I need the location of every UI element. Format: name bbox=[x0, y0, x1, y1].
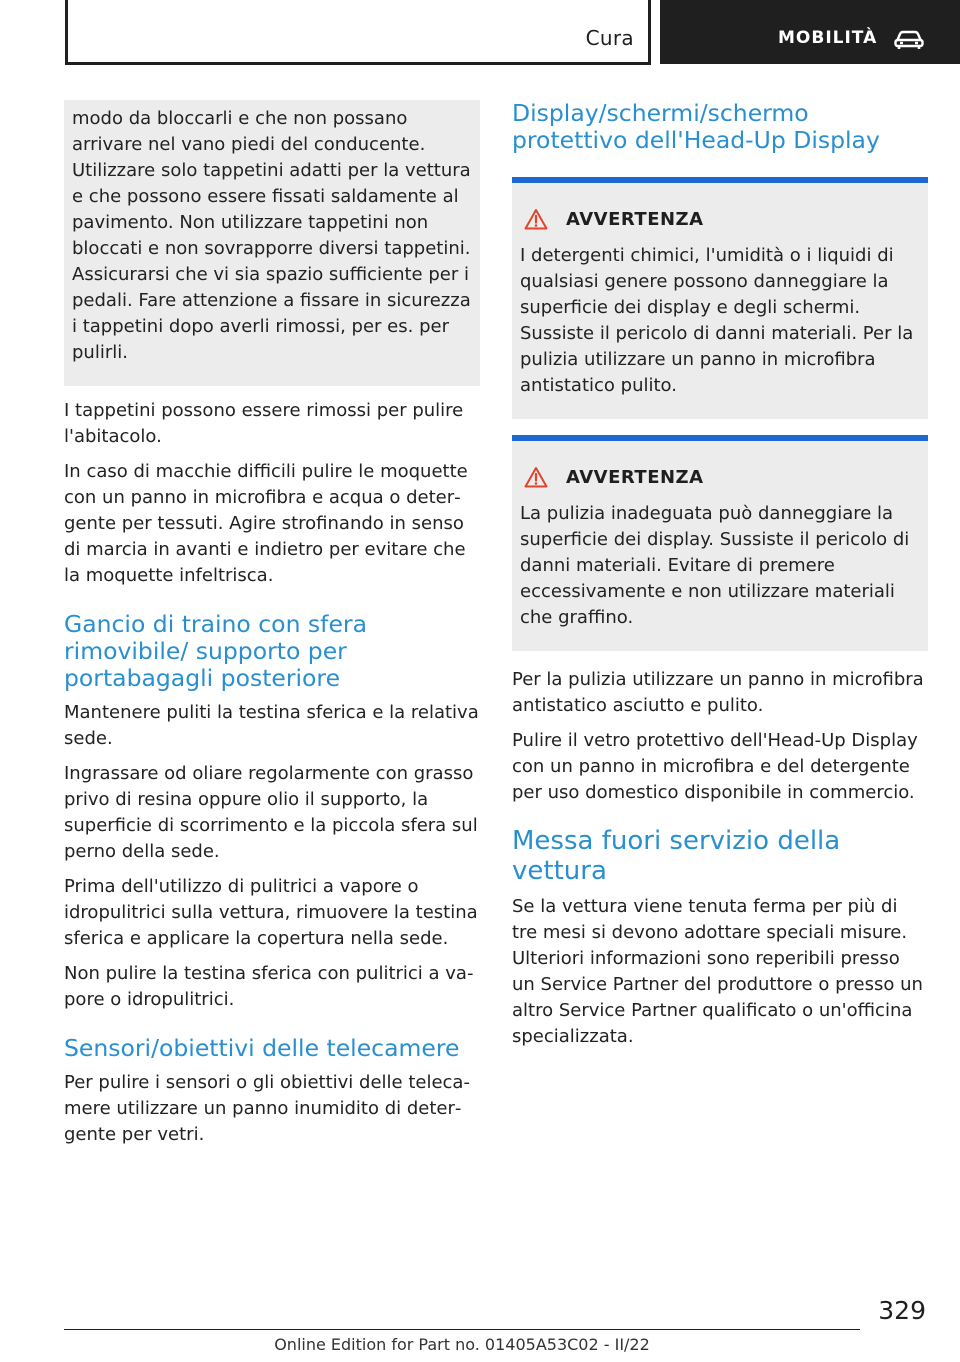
paragraph: Mantenere puliti la testina sferica e la relativa sede. bbox=[64, 702, 479, 749]
header-rule-left bbox=[65, 0, 68, 64]
paragraph: Pulire il vetro protettivo dell'Head-Up Display con un panno in microfibra e del detergente per uso domestico disponibile in commercio. bbox=[512, 730, 918, 803]
header-rule-divider bbox=[648, 0, 651, 64]
header-rule-bottom bbox=[65, 62, 651, 65]
car-icon bbox=[894, 28, 924, 50]
section-title: Cura bbox=[585, 26, 634, 50]
section-heading: Sensori/obiettivi delle telecamere bbox=[64, 1034, 460, 1062]
section-heading: Gancio di traino con sfera rimovibile/ supporto per portabagagli posteriore bbox=[64, 610, 367, 692]
warning-title: AVVERTENZA bbox=[566, 208, 704, 230]
paragraph: Se la vettura viene tenuta ferma per più di tre mesi si devono adottare speciali misure. Ulteriori informazioni sono reperibili presso un Service Partner del produttore o presso un altro Service Partner qualificato o un'officina specializzata. bbox=[512, 896, 923, 1047]
left-column bbox=[64, 100, 480, 1157]
section-heading: Display/schermi/schermo protettivo dell'Head-Up Display bbox=[512, 99, 880, 154]
warning-header bbox=[520, 465, 920, 489]
paragraph: Per pulire i sensori o gli obiettivi delle telecamere utilizzare un panno inumidito di detergente per vetri. bbox=[64, 1072, 470, 1145]
warning-box bbox=[512, 435, 928, 651]
warning-box bbox=[512, 177, 928, 419]
paragraph: I tappetini possono essere rimossi per pulire l'abitacolo. bbox=[64, 400, 464, 447]
chapter-tab bbox=[660, 0, 960, 64]
warning-header bbox=[520, 207, 920, 231]
footer-edition: Online Edition for Part no. 01405A53C02 - II/22 bbox=[274, 1335, 650, 1354]
note-text: modo da bloccarli e che non possano arrivare nel vano piedi del conducente. Utilizzare solo tappetini adatti per la vettura e che possono essere fissati saldamente al pavimento. Non utilizzare tappetini non bloccati e non sovrapporre diversi tappetini. Assicurarsi che vi sia spazio sufficiente per i pedali. Fare attenzione a fissare in sicurezza i tappetini dopo averli rimossi, per es. per pulirli. bbox=[72, 108, 471, 363]
paragraph: Ingrassare od oliare regolarmente con grasso privo di resina oppure olio il supporto, la superficie di scorrimento e la piccola sfera sul perno della sede. bbox=[64, 763, 478, 862]
footer-rule bbox=[64, 1329, 860, 1330]
paragraph: Per la pulizia utilizzare un panno in microfibra antistatico asciutto e pulito. bbox=[512, 669, 924, 716]
paragraph: Prima dell'utilizzo di pulitrici a vapore o idropulitrici sulla vettura, rimuovere la testina sferica e applicare la copertura nella sede. bbox=[64, 876, 478, 949]
warning-text: La pulizia inadeguata può danneggiare la superficie dei display. Sussiste il pericolo di danni materiali. Evitare di premere eccessivamente e non utilizzare materiali che graffino. bbox=[520, 503, 910, 628]
section-heading: Messa fuori servizio della vettura bbox=[512, 826, 841, 886]
chapter-title: MOBILITÀ bbox=[778, 28, 878, 48]
paragraph: In caso di macchie difficili pulire le moquette con un panno in microfibra e acqua o detergente per tessuti. Agire strofinando in senso di marcia in avanti e indietro per evitare che la moquette infeltrisca. bbox=[64, 461, 468, 586]
warning-title: AVVERTENZA bbox=[566, 466, 704, 488]
warning-text: I detergenti chimici, l'umidità o i liquidi di qualsiasi genere possono danneggiare la superficie dei display e degli schermi. Sussiste il pericolo di danni materiali. Per la pulizia utilizzare un panno in microfibra antistatico pulito. bbox=[520, 245, 914, 396]
right-column bbox=[512, 100, 928, 1059]
page-number: 329 bbox=[878, 1296, 926, 1325]
warning-triangle-icon bbox=[524, 208, 548, 230]
note-box bbox=[64, 100, 480, 386]
warning-triangle-icon bbox=[524, 466, 548, 488]
paragraph: Non pulire la testina sferica con pulitrici a vapore o idropulitrici. bbox=[64, 963, 474, 1010]
